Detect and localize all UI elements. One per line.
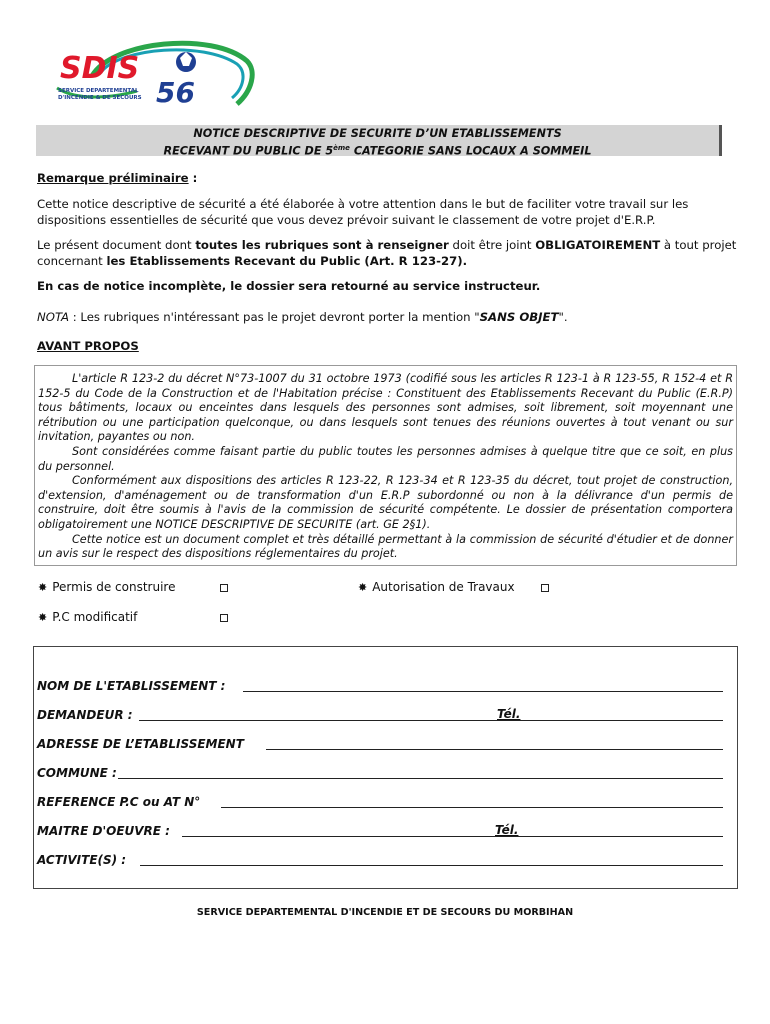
- adresse-label: ADRESSE DE L’ETABLISSEMENT: [37, 737, 244, 751]
- title-line1: NOTICE DESCRIPTIVE DE SECURITE D’UN ETABLISSEMENTS: [193, 127, 562, 140]
- commune-field[interactable]: [118, 778, 723, 779]
- logo-line1: SERVICE DEPARTEMENTAL: [58, 88, 139, 94]
- logo-sdis-text: SDIS: [60, 51, 140, 86]
- nota-line: NOTA : Les rubriques n'intéressant pas le projet devront porter la mention "SANS OBJET".: [37, 310, 568, 324]
- footer-text: SERVICE DEPARTEMENTAL D'INCENDIE ET DE SECOURS DU MORBIHAN: [196, 907, 574, 918]
- logo-line2: D'INCENDIE & DE SECOURS: [58, 95, 142, 101]
- sdis56-logo-graphic: [52, 36, 257, 114]
- reference-field[interactable]: [221, 807, 723, 808]
- logo-56-text: 56: [156, 76, 195, 109]
- commune-label: COMMUNE :: [37, 766, 117, 780]
- activite-field[interactable]: [140, 865, 723, 866]
- demandeur-tel-label: Tél.: [497, 707, 521, 721]
- permis-option: [38, 580, 175, 594]
- maitre-tel-label: Tél.: [495, 823, 519, 837]
- autorisation-checkbox[interactable]: [541, 584, 549, 592]
- incomplete-warning: En cas de notice incomplète, le dossier sera retourné au service instructeur.: [37, 279, 541, 293]
- pc-modif-option: [38, 610, 137, 624]
- permis-label: Permis de construire: [52, 580, 176, 594]
- demandeur-field[interactable]: [139, 720, 723, 721]
- avant-propos-heading: AVANT PROPOS: [37, 339, 139, 353]
- document-title: [36, 125, 722, 156]
- star-icon: ✸: [358, 580, 368, 594]
- remarque-text: Cette notice descriptive de sécurité a été élaborée à votre attention dans le but de faciliter votre travail sur les dispositions essentielles de sécurité que vous devez prévoir suivant le classement de votre projet d'E.R.P.: [37, 197, 689, 227]
- pc-modif-label: P.C modificatif: [52, 610, 138, 624]
- autorisation-option: [358, 580, 515, 594]
- adresse-field[interactable]: [266, 749, 723, 750]
- remarque-heading: Remarque préliminaire :: [37, 171, 198, 185]
- autorisation-label: Autorisation de Travaux: [372, 580, 515, 594]
- maitre-field[interactable]: [182, 836, 723, 837]
- nom-field[interactable]: [243, 691, 723, 692]
- activite-label: ACTIVITE(S) :: [37, 853, 127, 867]
- avant-p1: L'article R 123-2 du décret N°73-1007 du 31 octobre 1973 (codifié sous les articles R 123-1 à R 123-55, R 152-4 et R 152-5 du Code de la Construction et de l'Habitation précise : Constituent des Etablissements Recevant du Public (E.R.P) tous bâtiments, locaux ou enceintes dans lesquels des personnes sont admises, soit librement, soit moyennant une rétribution ou une participation quelconque, ou dans lesquels sont tenues des réunions ouvertes à tout venant ou sur invitation, payantes ou non.: [38, 372, 733, 444]
- avant-p2: Sont considérées comme faisant partie du public toutes les personnes admises à quelque titre que ce soit, en plus du personnel.: [38, 444, 733, 473]
- present-paragraph: Le présent document dont toutes les rubriques sont à renseigner doit être joint OBLIGATOIREMENT à tout projet concernant les Etablissements Recevant du Public (Art. R 123-27).: [37, 238, 737, 268]
- avant-p4: Cette notice est un document complet et très détaillé permettant à la commission de sécurité d'étudier et de donner un avis sur le respect des dispositions réglementaires du projet.: [38, 532, 733, 561]
- sdis-logo: [52, 36, 257, 114]
- title-line2: RECEVANT DU PUBLIC DE 5ème CATEGORIE SANS LOCAUX A SOMMEIL: [163, 144, 592, 158]
- permis-checkbox[interactable]: [220, 584, 228, 592]
- demandeur-label: DEMANDEUR :: [37, 708, 133, 722]
- star-icon: ✸: [38, 580, 48, 594]
- avant-propos-box: [34, 365, 737, 566]
- nom-label: NOM DE L'ETABLISSEMENT :: [37, 679, 226, 693]
- star-icon: ✸: [38, 610, 48, 624]
- maitre-label: MAITRE D'OEUVRE :: [37, 824, 170, 838]
- pc-modif-checkbox[interactable]: [220, 614, 228, 622]
- reference-label: REFERENCE P.C ou AT N°: [37, 795, 201, 809]
- avant-p3: Conformément aux dispositions des articles R 123-22, R 123-34 et R 123-35 du décret, tout projet de construction, d'extension, d'aménagement ou de transformation d'un E.R.P subordonné ou non à la délivrance d'un permis de construire, doit être soumis à l'avis de la commission de sécurité compétente. Le dossier de présentation comportera obligatoirement une NOTICE DESCRIPTIVE DE SECURITE (art. GE 2§1).: [38, 474, 733, 531]
